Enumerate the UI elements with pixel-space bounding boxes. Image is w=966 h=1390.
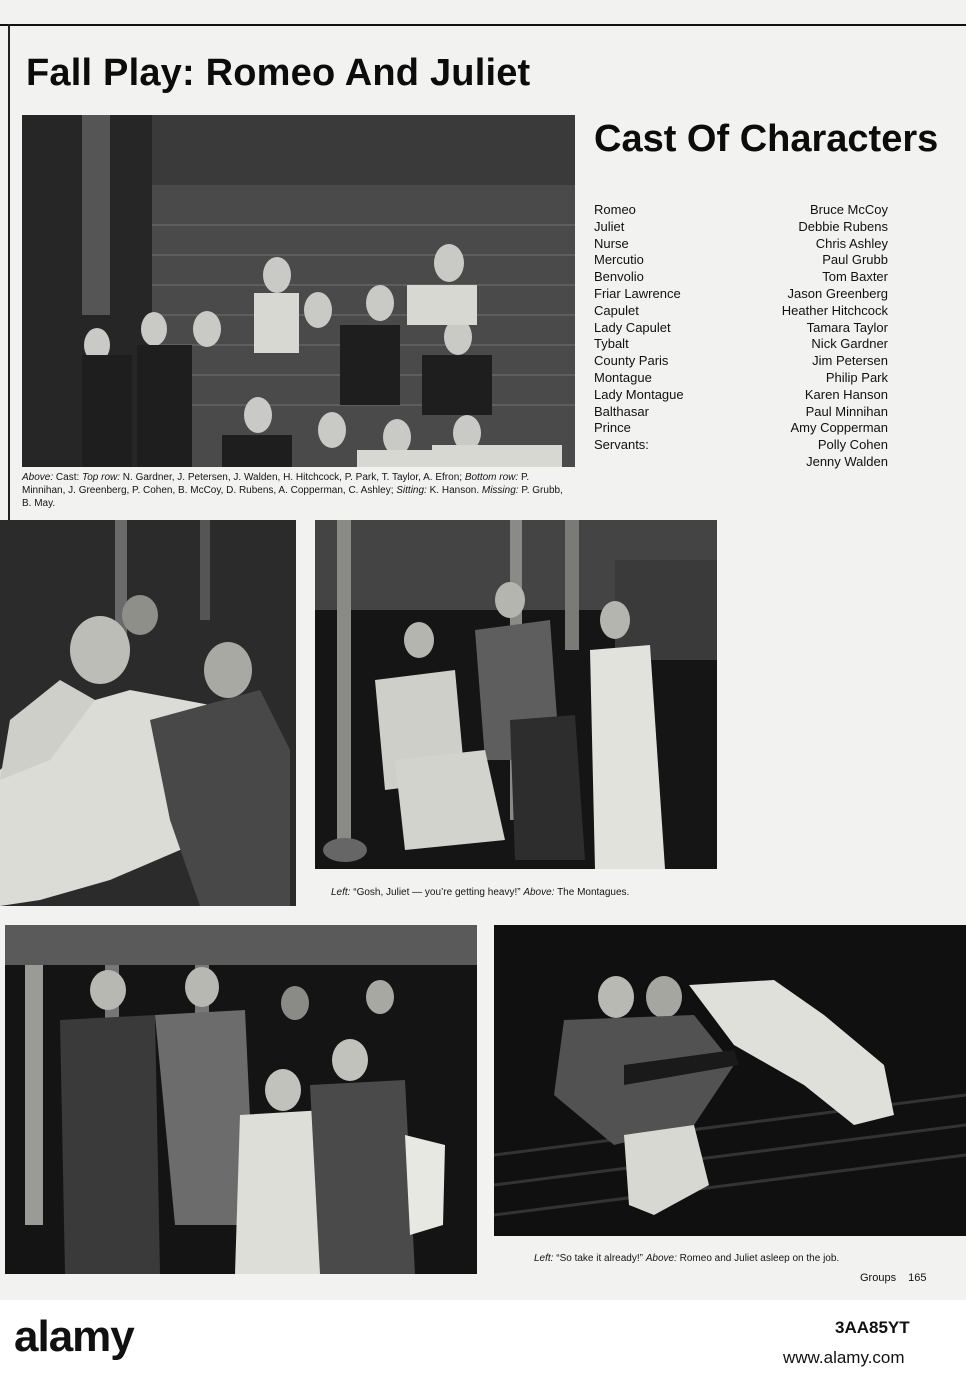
role-name: Nurse	[594, 235, 629, 251]
bottom-photos-caption	[534, 1252, 954, 1265]
role-name: Lady Capulet	[594, 319, 671, 335]
caption-text: Romeo and Juliet asleep on the job.	[676, 1253, 840, 1264]
caption-label-left: Left:	[331, 887, 351, 898]
page-footer	[860, 1272, 926, 1284]
cast-row	[594, 454, 888, 471]
caption-text: P. Grubb, B. May.	[22, 485, 563, 509]
cast-row	[594, 387, 888, 404]
actor-name: Polly Cohen	[817, 437, 888, 453]
cast-row	[594, 202, 888, 219]
actor-name: Paul Minnihan	[805, 403, 888, 419]
role-name: Friar Lawrence	[594, 285, 681, 301]
image-id: 3AA85YT	[835, 1318, 910, 1337]
caption-text: The Montagues.	[554, 887, 630, 898]
role-name: Balthasar	[594, 403, 649, 419]
cast-group-photo-image	[22, 115, 575, 467]
actor-name: Amy Copperman	[790, 420, 888, 436]
cast-row	[594, 286, 888, 303]
caption-label-above: Above:	[645, 1253, 677, 1264]
asleep-photo	[494, 925, 966, 1236]
actor-name: Tamara Taylor	[806, 319, 888, 335]
montagues-photo	[315, 520, 717, 869]
role-name: Mercutio	[594, 252, 644, 268]
caption-text: P. Minnihan, J. Greenberg, P. Cohen, B. McCoy, D. Rubens, A. Copperman, C. Ashley;	[22, 472, 530, 496]
caption-text: “Gosh, Juliet — you’re getting heavy!”	[350, 887, 524, 898]
cast-list	[594, 202, 888, 471]
cast-row	[594, 437, 888, 454]
role-name: Lady Montague	[594, 386, 684, 402]
caption-text: Cast:	[53, 472, 83, 483]
page-number: 165	[908, 1272, 927, 1284]
section-name: Groups	[860, 1272, 897, 1284]
cast-row	[594, 420, 888, 437]
caption-text: K. Hanson.	[426, 485, 482, 496]
role-name: Prince	[594, 420, 631, 436]
role-name: Servants:	[594, 437, 649, 453]
caption-label-bottom-row: Bottom row:	[464, 472, 519, 483]
juliet-carried-photo-image	[0, 520, 296, 906]
cast-row	[594, 303, 888, 320]
left-rule	[8, 24, 10, 524]
cast-photo-caption	[22, 471, 574, 510]
cast-heading: Cast Of Characters	[594, 118, 939, 160]
actor-name: Bruce McCoy	[809, 202, 888, 217]
cast-row	[594, 320, 888, 337]
montagues-photo-image	[315, 520, 717, 869]
so-take-it-photo	[5, 925, 477, 1274]
caption-label-sitting: Sitting:	[396, 485, 427, 496]
cast-group-photo	[22, 115, 575, 467]
cast-row	[594, 269, 888, 286]
page-title: Fall Play: Romeo And Juliet	[26, 52, 531, 94]
cast-row	[594, 219, 888, 236]
caption-text: “So take it already!”	[553, 1253, 646, 1264]
actor-name: Tom Baxter	[822, 269, 888, 285]
watermark-url: www.alamy.com	[783, 1348, 905, 1367]
actor-name: Philip Park	[825, 369, 888, 385]
cast-row	[594, 404, 888, 421]
actor-name: Karen Hanson	[804, 386, 888, 402]
cast-row	[594, 353, 888, 370]
role-name: County Paris	[594, 353, 669, 369]
top-rule	[0, 24, 966, 26]
caption-label-above: Above:	[22, 472, 54, 483]
actor-name: Paul Grubb	[822, 252, 888, 268]
caption-label-above: Above:	[523, 887, 555, 898]
role-name: Capulet	[594, 302, 639, 318]
actor-name: Debbie Rubens	[798, 218, 888, 234]
actor-name: Jason Greenberg	[787, 285, 888, 301]
caption-text: N. Gardner, J. Petersen, J. Walden, H. Hitchcock, P. Park, T. Taylor, A. Efron;	[120, 472, 465, 483]
cast-row	[594, 252, 888, 269]
actor-name: Jenny Walden	[806, 453, 888, 469]
caption-label-top-row: Top row:	[82, 472, 121, 483]
watermark-strip	[0, 1300, 966, 1390]
role-name: Juliet	[594, 218, 625, 234]
role-name: Romeo	[594, 202, 636, 217]
actor-name: Chris Ashley	[815, 235, 888, 251]
asleep-photo-image	[494, 925, 966, 1236]
so-take-it-photo-image	[5, 925, 477, 1274]
actor-name: Heather Hitchcock	[781, 302, 888, 318]
alamy-logo: alamy	[14, 1312, 134, 1361]
cast-row	[594, 236, 888, 253]
middle-photos-caption	[331, 886, 731, 899]
caption-label-left: Left:	[534, 1253, 554, 1264]
role-name: Montague	[594, 369, 652, 385]
caption-label-missing: Missing:	[481, 485, 519, 496]
role-name: Tybalt	[594, 336, 629, 352]
cast-row	[594, 336, 888, 353]
cast-row	[594, 370, 888, 387]
actor-name: Nick Gardner	[811, 336, 888, 352]
role-name: Benvolio	[594, 269, 644, 285]
actor-name: Jim Petersen	[812, 353, 888, 369]
juliet-carried-photo	[0, 520, 296, 906]
